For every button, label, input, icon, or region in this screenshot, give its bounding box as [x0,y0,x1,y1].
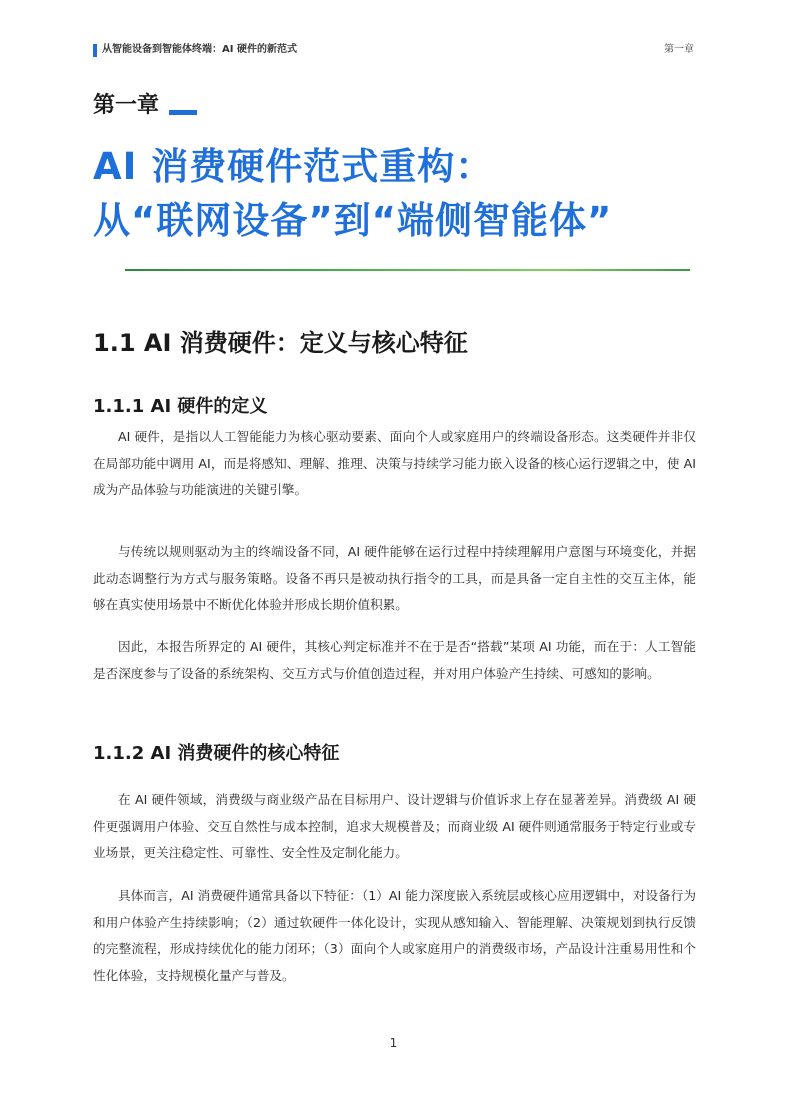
paragraph-definition-2: 与传统以规则驱动为主的终端设备不同，AI 硬件能够在运行过程中持续理解用户意图与环境变化，并据此动态调整行为方式与服务策略。设备不再只是被动执行指令的工具，而是具备一定自主性的交互主体，能够在真实使用场景中不断优化体验并形成长期价值积累。 [93,544,696,612]
running-header-title: 从智能设备到智能体终端：AI 硬件的新范式 [102,44,297,55]
subsection-heading-definition: 1.1.1 AI 硬件的定义 [93,396,268,417]
chapter-title-line-2: 从“联网设备”到“端侧智能体” [93,199,613,242]
section-heading: 1.1 AI 消费硬件：定义与核心特征 [93,329,468,357]
paragraph-definition-1: AI 硬件，是指以人工智能能力为核心驱动要素、面向个人或家庭用户的终端设备形态。这类硬件并非仅在局部功能中调用 AI，而是将感知、理解、推理、决策与持续学习能力嵌入设备的核心运行逻辑之中，使 AI 成为产品体验与功能演进的关键引擎。 [93,429,696,497]
subsection-heading-features: 1.1.2 AI 消费硬件的核心特征 [93,743,340,764]
running-header-chapter: 第一章 [664,44,694,55]
title-divider-rule [125,269,690,271]
paragraph-features-1: 在 AI 硬件领域，消费级与商业级产品在目标用户、设计逻辑与价值诉求上存在显著差异。消费级 AI 硬件更强调用户体验、交互自然性与成本控制，追求大规模普及；而商业级 AI 硬件则通常服务于特定行业或专业场景，更关注稳定性、可靠性、安全性及定制化能力。 [93,792,696,860]
chapter-title-line-1: AI 消费硬件范式重构： [93,145,494,188]
chapter-label-text: 第一章 [93,93,160,118]
paragraph-features-2: 具体而言，AI 消费硬件通常具备以下特征：（1）AI 能力深度嵌入系统层或核心应用逻辑中，对设备行为和用户体验产生持续影响；（2）通过软硬件一体化设计，实现从感知输入、智能理解、决策规划到执行反馈的完整流程，形成持续优化的能力闭环；（3）面向个人或家庭用户的消费级市场，产品设计注重易用性和个性化体验，支持规模化量产与普及。 [93,888,696,983]
page-number: 1 [389,1036,398,1050]
paragraph-definition-3: 因此，本报告所界定的 AI 硬件，其核心判定标准并不在于是否“搭载”某项 AI 功能，而在于：人工智能是否深度参与了设备的系统架构、交互方式与价值创造过程，并对用户体验产生持续、可感知的影响。 [93,639,696,681]
chapter-title [93,140,713,248]
chapter-label [93,91,197,121]
header-accent-bar [93,44,97,57]
chapter-dash-decoration [169,110,197,115]
